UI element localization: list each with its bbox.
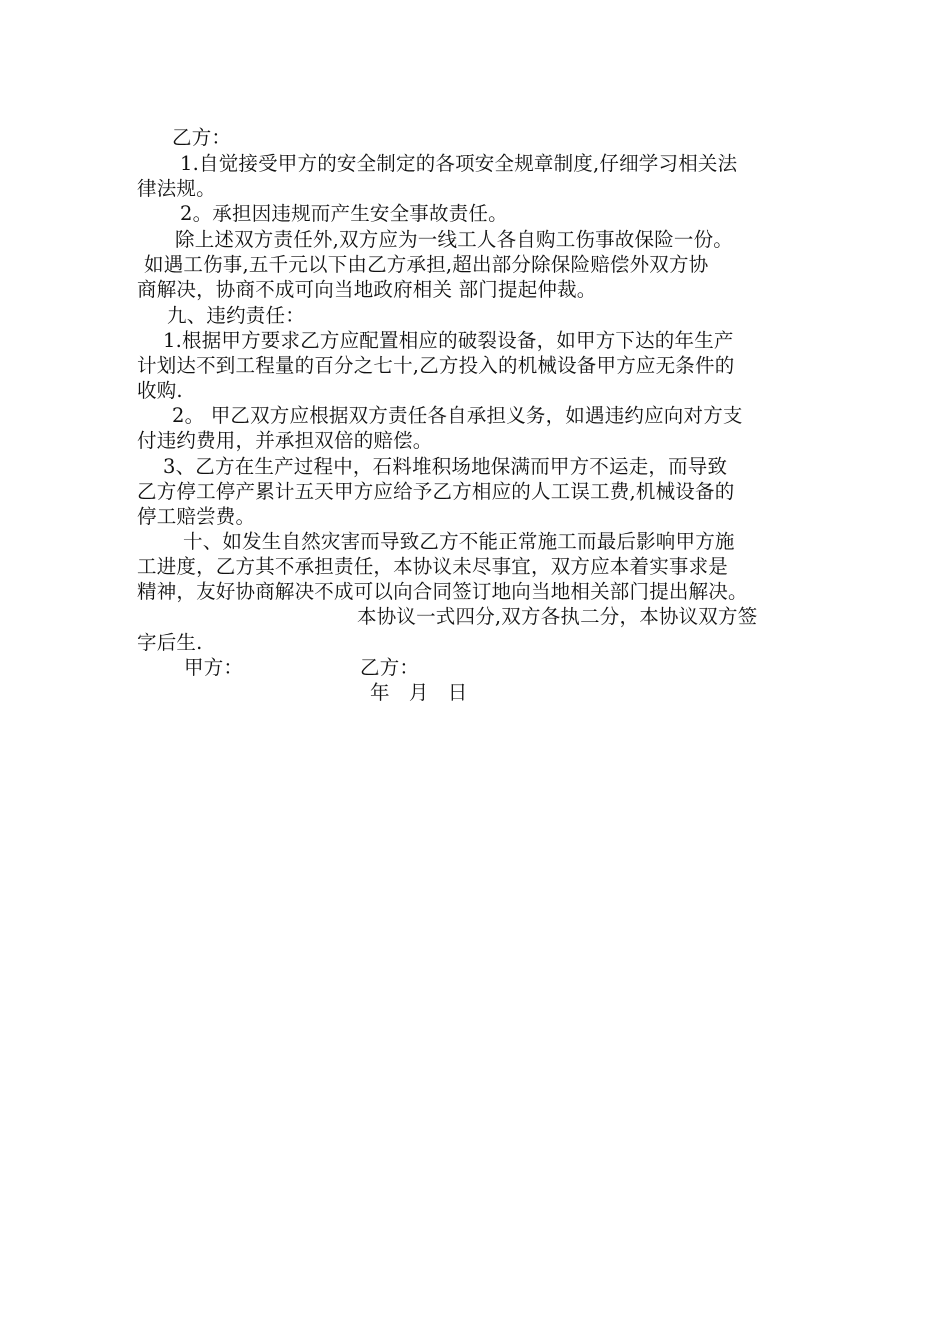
signature-date: 年 月 日 bbox=[370, 681, 468, 704]
section10-line1: 十、如发生自然灾害而导致乙方不能正常施工而最后影响甲方施 bbox=[183, 530, 735, 553]
signature-party-a: 甲方： bbox=[184, 656, 244, 679]
party-b-heading: 乙方： bbox=[172, 126, 232, 149]
section10-line2: 工进度，乙方其不承担责任，本协议未尽事宜，双方应本着实事求是 bbox=[137, 555, 729, 578]
insurance-line3: 商解决，协商不成可向当地政府相关 部门提起仲裁。 bbox=[137, 278, 597, 301]
section10-line3: 精神，友好协商解决不成可以向合同签订地向当地相关部门提出解决。 bbox=[137, 580, 748, 603]
section9-item2-line2: 付违约费用，并承担双倍的赔偿。 bbox=[137, 429, 433, 452]
section9-item1-line1: 1.根据甲方要求乙方应配置相应的破裂设备，如甲方下达的年生产 bbox=[163, 329, 734, 352]
section9-item3-line3: 停工赔尝费。 bbox=[137, 505, 256, 528]
section9-item1-line3: 收购. bbox=[137, 379, 183, 402]
copies-line1: 本协议一式四分,双方各执二分，本协议双方签 bbox=[357, 605, 758, 628]
insurance-line1: 除上述双方责任外,双方应为一线工人各自购工伤事故保险一份。 bbox=[175, 228, 733, 251]
section9-item3-line1: 3、乙方在生产过程中，石料堆积场地保满而甲方不运走，而导致 bbox=[163, 455, 728, 478]
copies-line2: 字后生. bbox=[137, 631, 203, 654]
section9-item2-line1: 2。 甲乙双方应根据双方责任各自承担义务，如遇违约应向对方支 bbox=[172, 404, 743, 427]
insurance-line2: 如遇工伤事,五千元以下由乙方承担,超出部分除保险赔偿外双方协 bbox=[144, 253, 709, 276]
section9-item1-line2: 计划达不到工程量的百分之七十,乙方投入的机械设备甲方应无条件的 bbox=[137, 354, 735, 377]
section9-heading: 九、违约责任： bbox=[167, 304, 305, 327]
signature-party-b: 乙方： bbox=[360, 656, 420, 679]
party-b-item1-line1: 1.自觉接受甲方的安全制定的各项安全规章制度,仔细学习相关法 bbox=[180, 152, 738, 175]
section9-item3-line2: 乙方停工停产累计五天甲方应给予乙方相应的人工误工费,机械设备的 bbox=[137, 480, 735, 503]
party-b-item2: 2。承担因违规而产生安全事故责任。 bbox=[180, 202, 508, 225]
party-b-item1-line2: 律法规。 bbox=[137, 177, 216, 200]
